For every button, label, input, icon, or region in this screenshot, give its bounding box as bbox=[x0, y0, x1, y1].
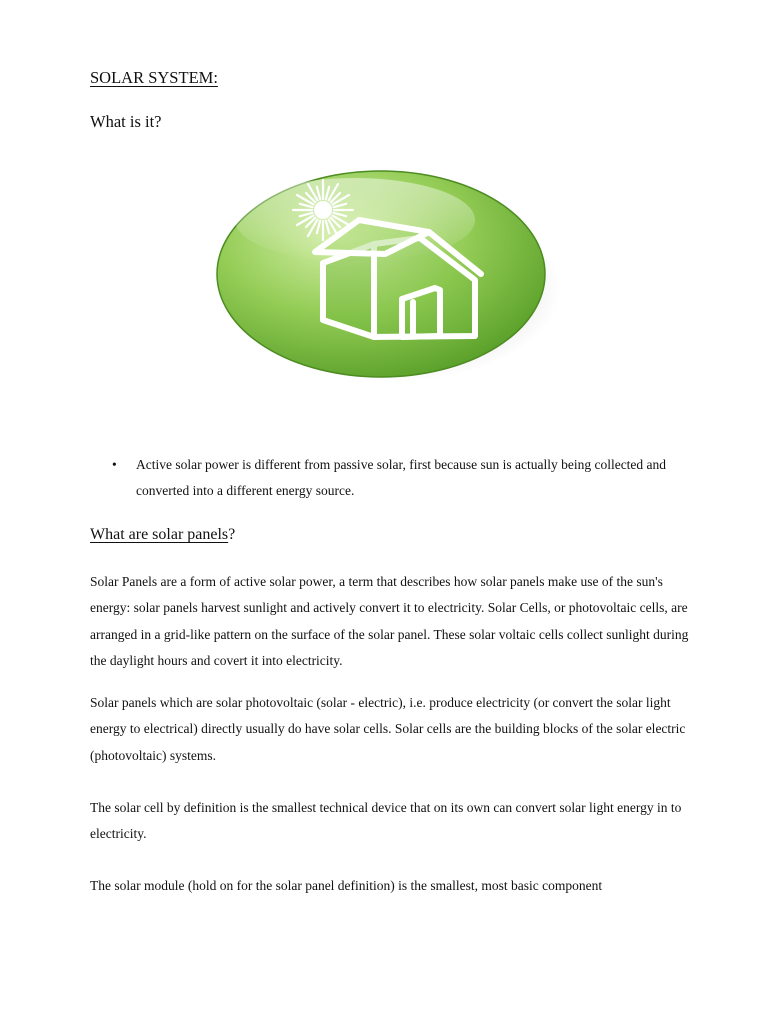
paragraph: Solar Panels are a form of active solar power, a term that describes how solar panels make use of the sun's energy: solar panels harvest sunlight and actively convert it to electricity. Solar Cells, or photovoltaic cells, are arranged in a grid-like pattern on the surface of the solar panel. These solar voltaic cells collect sunlight during the daylight hours and covert it into electricity. bbox=[90, 574, 689, 668]
section-heading bbox=[90, 526, 235, 544]
list-item bbox=[90, 452, 690, 504]
bullet-marker: • bbox=[112, 457, 117, 472]
section-heading-suffix: ? bbox=[228, 526, 236, 543]
bullet-text: Active solar power is different from passive solar, first because sun is actually being collected and converted into a different energy source. bbox=[136, 457, 667, 498]
document-subtitle: What is it? bbox=[90, 112, 162, 131]
paragraph: The solar module (hold on for the solar panel definition) is the smallest, most basic component bbox=[90, 878, 603, 893]
bullet-list bbox=[90, 452, 690, 504]
paragraph: Solar panels which are solar photovoltaic (solar - electric), i.e. produce electricity (or convert the solar light energy to electrical) directly usually do have solar cells. Solar cells are the building blocks of the solar electric (photovoltaic) systems. bbox=[90, 695, 686, 763]
section-heading-text: What are solar panels bbox=[90, 526, 229, 543]
document-title: SOLAR SYSTEM: bbox=[90, 68, 218, 87]
paragraph: The solar cell by definition is the smallest technical device that on its own can convert solar light energy in to electricity. bbox=[90, 800, 682, 842]
solar-house-illustration bbox=[205, 162, 565, 392]
solar-house-icon bbox=[205, 162, 565, 392]
